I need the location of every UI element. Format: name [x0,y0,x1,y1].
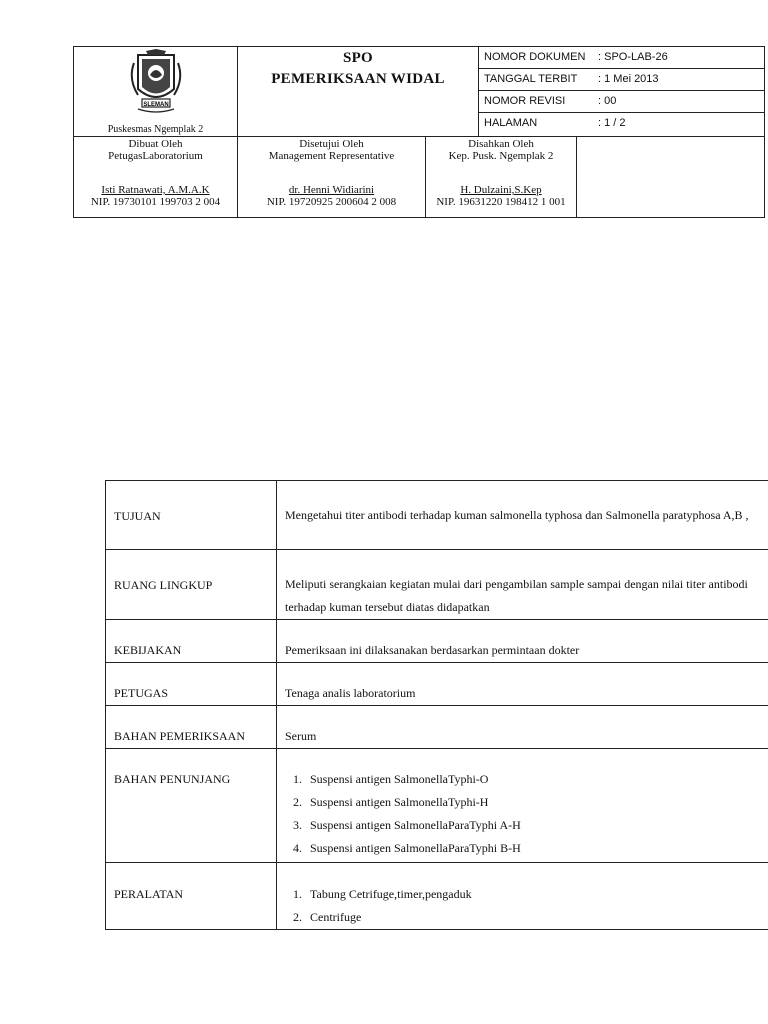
meta-row [479,91,765,113]
list-item: 3. Suspensi antigen SalmonellaParaTyphi A-H [305,814,768,837]
institution-name: Puskesmas Ngemplak 2 [107,124,204,135]
signature-nip: NIP. 19730101 199703 2 004 [90,196,221,208]
signature-position: Kep. Pusk. Ngemplak 2 [448,150,554,162]
document-header-table [73,46,765,218]
row-label: KEBIJAKAN [106,620,277,663]
row-list-cell [277,863,768,930]
signature-nip: NIP. 19631220 198412 1 001 [436,196,566,208]
table-row [106,481,768,550]
row-label: TUJUAN [106,481,277,550]
table-row [106,863,768,930]
meta-row [479,47,765,69]
meta-label: HALAMAN [484,117,538,129]
row-text: Serum [277,706,768,749]
row-label: BAHAN PEMERIKSAAN [106,706,277,749]
signature-approved-by [238,137,426,218]
signature-name: H. Dulzaini,S.Kep [460,184,542,196]
row-list-cell [277,749,768,863]
list-item: 2. Suspensi antigen SalmonellaTyphi-H [305,791,768,814]
spo-label: SPO [342,50,374,66]
meta-value: : SPO-LAB-26 [598,51,668,63]
list-item: 2. Centrifuge [305,906,768,929]
meta-value: : 00 [598,95,617,107]
row-text: Mengetahui titer antibodi terhadap kuman salmonella typhosa dan Salmonella paratyphosa A,B , [277,481,768,550]
equipment-list [285,883,768,929]
row-text: Pemeriksaan ini dilaksanakan berdasarkan permintaan dokter [277,620,768,663]
meta-label: NOMOR DOKUMEN [484,51,586,63]
row-text: Meliputi serangkaian kegiatan mulai dari pengambilan sample sampai dengan nilai titer antibodi terhadap kuman tersebut diatas didapatkan [277,550,768,620]
meta-value: : 1 Mei 2013 [598,73,659,85]
signature-made-by [74,137,238,218]
list-item: 1. Suspensi antigen SalmonellaTyphi-O [305,768,768,791]
logo-label: SLEMAN [142,102,169,108]
list-item: 1. Tabung Cetrifuge,timer,pengaduk [305,883,768,906]
signature-name: Isti Ratnawati, A.M.A.K [101,184,210,196]
title-cell [238,47,479,137]
meta-row [479,113,765,137]
meta-row [479,69,765,91]
row-label: RUANG LINGKUP [106,550,277,620]
meta-value: : 1 / 2 [598,117,626,129]
signature-role: Dibuat Oleh [128,138,183,150]
meta-label: NOMOR REVISI [484,95,566,107]
document-title: PEMERIKSAAN WIDAL [271,71,445,87]
table-row [106,550,768,620]
sleman-logo [126,49,186,115]
table-row [106,706,768,749]
procedure-table [105,480,768,930]
row-label: PETUGAS [106,663,277,706]
row-text: Tenaga analis laboratorium [277,663,768,706]
table-row [106,749,768,863]
table-row [106,663,768,706]
list-item: 4. Suspensi antigen SalmonellaParaTyphi B-H [305,837,768,860]
meta-label: TANGGAL TERBIT [484,73,578,85]
logo-cell [74,47,238,137]
signature-role: Disetujui Oleh [299,138,364,150]
row-label: PERALATAN [106,863,277,930]
signature-ratified-by [426,137,577,218]
signature-name: dr. Henni Widiarini [288,184,375,196]
signature-role: Disahkan Oleh [468,138,534,150]
table-row [106,620,768,663]
signature-position: PetugasLaboratorium [108,150,203,162]
supporting-materials-list [285,768,768,860]
row-label: BAHAN PENUNJANG [106,749,277,863]
empty-signature-cell [577,137,765,218]
signature-position: Management Representative [268,150,395,162]
signature-nip: NIP. 19720925 200604 2 008 [266,196,397,208]
